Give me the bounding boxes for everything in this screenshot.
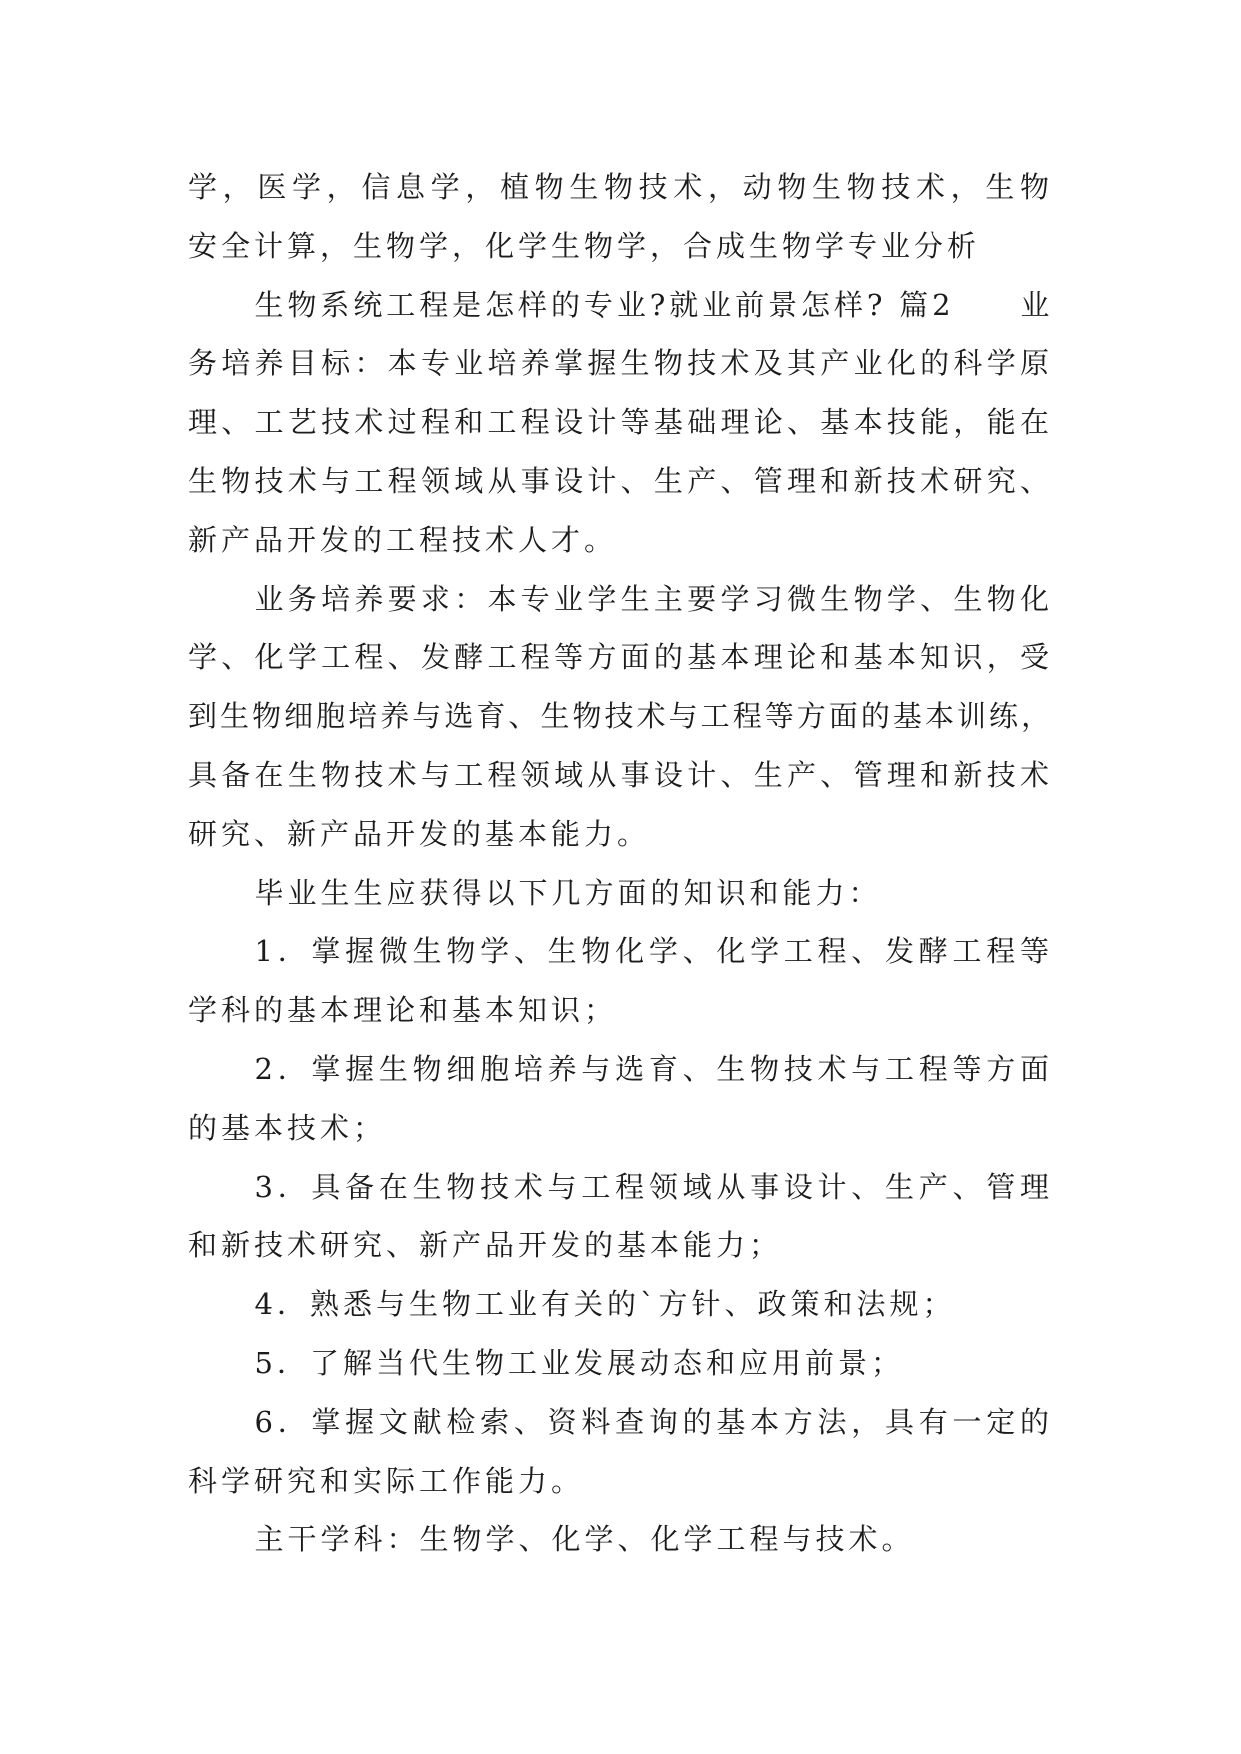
text-line: 学、化学工程、发酵工程等方面的基本理论和基本知识，受 bbox=[188, 640, 1053, 675]
text-line: 生物技术与工程领域从事设计、生产、管理和新技术研究、 bbox=[188, 463, 1053, 498]
text-line: 具备在生物技术与工程领域从事设计、生产、管理和新技术 bbox=[188, 757, 1053, 792]
ability-item-5 bbox=[188, 1334, 1053, 1393]
text-line: 1．掌握微生物学、生物化学、化学工程、发酵工程等 bbox=[254, 934, 1053, 969]
ability-item-6 bbox=[188, 1393, 1053, 1511]
text-line: 3．具备在生物技术与工程领域从事设计、生产、管理 bbox=[254, 1169, 1053, 1204]
text-line: 业务培养要求：本专业学生主要学习微生物学、生物化 bbox=[254, 581, 1053, 616]
text-line: 理、工艺技术过程和工程设计等基础理论、基本技能，能在 bbox=[188, 405, 1053, 440]
training-goal-paragraph bbox=[188, 276, 1053, 570]
text-line: 安全计算，生物学，化学生物学，合成生物学专业分析 bbox=[188, 228, 981, 263]
ability-item-4 bbox=[188, 1275, 1053, 1334]
training-requirement-paragraph bbox=[188, 570, 1053, 864]
ability-item-2 bbox=[188, 1040, 1053, 1158]
text-line: 务培养目标：本专业培养掌握生物技术及其产业化的科学原 bbox=[188, 346, 1053, 381]
ability-item-1 bbox=[188, 922, 1053, 1040]
text-line: 的基本技术； bbox=[188, 1110, 387, 1145]
text-line: 5．了解当代生物工业发展动态和应用前景； bbox=[254, 1345, 904, 1380]
text-line: 科学研究和实际工作能力。 bbox=[188, 1463, 585, 1498]
text-line: 新产品开发的工程技术人才。 bbox=[188, 522, 618, 557]
text-line: 4．熟悉与生物工业有关的`方针、政策和法规； bbox=[254, 1287, 956, 1322]
abilities-intro-paragraph bbox=[188, 864, 1053, 923]
text-line: 生物系统工程是怎样的专业?就业前景怎样? 篇2 业 bbox=[254, 287, 1053, 322]
ability-item-3 bbox=[188, 1158, 1053, 1276]
text-line: 6．掌握文献检索、资料查询的基本方法，具有一定的 bbox=[254, 1404, 1053, 1439]
text-line: 和新技术研究、新产品开发的基本能力； bbox=[188, 1228, 783, 1263]
main-disciplines-paragraph bbox=[188, 1510, 1053, 1569]
text-line: 2．掌握生物细胞培养与选育、生物技术与工程等方面 bbox=[254, 1051, 1053, 1086]
text-line: 到生物细胞培养与选育、生物技术与工程等方面的基本训练， bbox=[188, 699, 1053, 734]
text-line: 毕业生生应获得以下几方面的知识和能力： bbox=[254, 875, 882, 910]
text-line: 研究、新产品开发的基本能力。 bbox=[188, 816, 651, 851]
text-line: 主干学科：生物学、化学、化学工程与技术。 bbox=[254, 1522, 915, 1557]
majors-list-continuation-paragraph bbox=[188, 158, 1053, 276]
text-line: 学科的基本理论和基本知识； bbox=[188, 993, 618, 1028]
text-line: 学，医学，信息学，植物生物技术，动物生物技术，生物 bbox=[188, 170, 1053, 204]
